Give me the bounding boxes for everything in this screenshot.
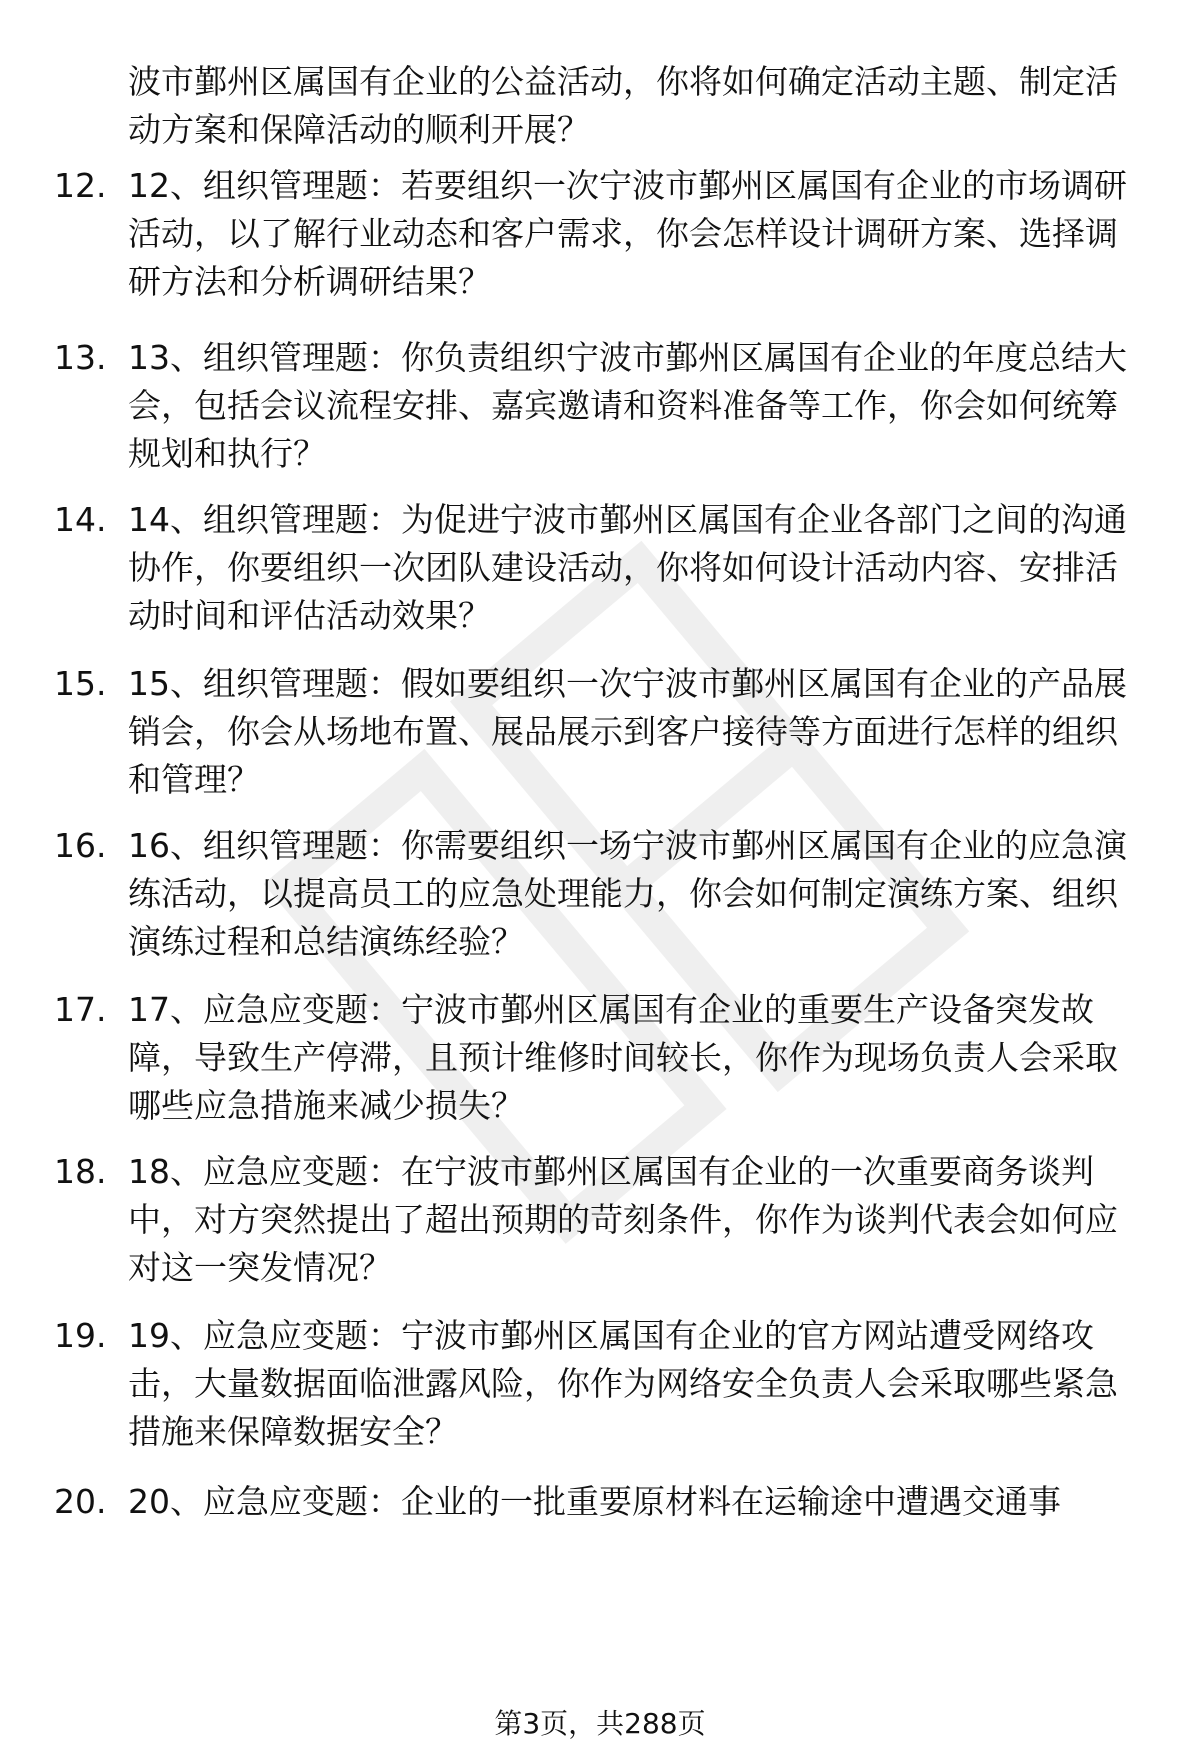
item-text: 18、应急应变题：在宁波市鄞州区属国有企业的一次重要商务谈判中，对方突然提出了超出预期的苛刻条件，你作为谈判代表会如何应对这一突发情况？ xyxy=(128,1152,1118,1287)
item-number: 18. xyxy=(54,1152,107,1191)
item-text: 13、组织管理题：你负责组织宁波市鄞州区属国有企业的年度总结大会，包括会议流程安排、嘉宾邀请和资料准备等工作，你会如何统筹规划和执行？ xyxy=(128,338,1127,473)
item-number: 12. xyxy=(54,166,107,205)
item-number: 16. xyxy=(54,826,107,865)
item-number: 13. xyxy=(54,338,107,377)
item-number: 19. xyxy=(54,1316,107,1355)
page-footer: 第3页，共288页 xyxy=(494,1707,706,1740)
item-number: 14. xyxy=(54,500,107,539)
item-number: 17. xyxy=(54,990,107,1029)
item-text: 20、应急应变题：企业的一批重要原材料在运输途中遭遇交通事 xyxy=(128,1482,1061,1521)
item-text: 17、应急应变题：宁波市鄞州区属国有企业的重要生产设备突发故障，导致生产停滞，且预计维修时间较长，你作为现场负责人会采取哪些应急措施来减少损失？ xyxy=(128,990,1118,1125)
item-text: 14、组织管理题：为促进宁波市鄞州区属国有企业各部门之间的沟通协作，你要组织一次团队建设活动，你将如何设计活动内容、安排活动时间和评估活动效果？ xyxy=(128,500,1127,635)
item-text: 16、组织管理题：你需要组织一场宁波市鄞州区属国有企业的应急演练活动，以提高员工的应急处理能力，你会如何制定演练方案、组织演练过程和总结演练经验？ xyxy=(128,826,1127,961)
item-text: 12、组织管理题：若要组织一次宁波市鄞州区属国有企业的市场调研活动，以了解行业动态和客户需求，你会怎样设计调研方案、选择调研方法和分析调研结果？ xyxy=(128,166,1127,301)
item-number: 15. xyxy=(54,664,107,703)
item-number: 20. xyxy=(54,1482,107,1521)
item-text: 15、组织管理题：假如要组织一次宁波市鄞州区属国有企业的产品展销会，你会从场地布置、展品展示到客户接待等方面进行怎样的组织和管理？ xyxy=(128,664,1127,799)
continuation-text: 波市鄞州区属国有企业的公益活动，你将如何确定活动主题、制定活动方案和保障活动的顺利开展？ xyxy=(128,62,1118,149)
item-text: 19、应急应变题：宁波市鄞州区属国有企业的官方网站遭受网络攻击，大量数据面临泄露风险，你作为网络安全负责人会采取哪些紧急措施来保障数据安全？ xyxy=(128,1316,1118,1451)
